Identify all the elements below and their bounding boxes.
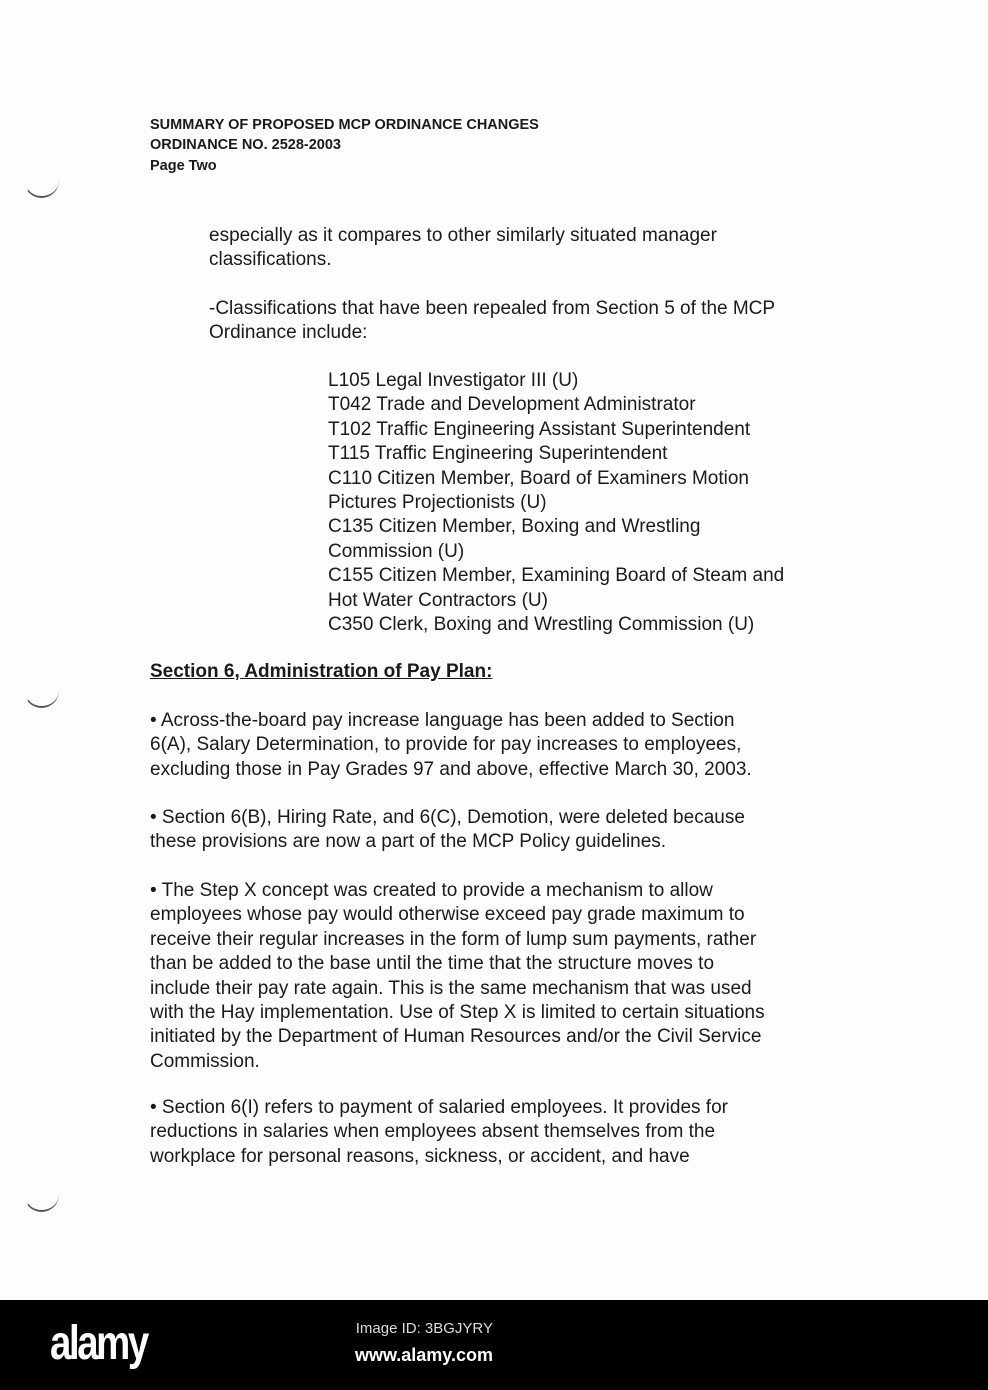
classification-list-item: C110 Citizen Member, Board of Examiners Motion — [328, 467, 749, 489]
bullet-paragraph-line: receive their regular increases in the form of lump sum payments, rather — [150, 928, 757, 950]
bullet-paragraph-line: excluding those in Pay Grades 97 and above, effective March 30, 2003. — [150, 758, 752, 780]
classification-list-item: C155 Citizen Member, Examining Board of Steam and — [328, 565, 785, 587]
paragraph-line: -Classifications that have been repealed from Section 5 of the MCP — [209, 298, 776, 319]
classification-list-item: Hot Water Contractors (U) — [328, 589, 548, 611]
page-label: Page Two — [150, 158, 217, 174]
bullet-paragraph-line: workplace for personal reasons, sickness, or accident, and have — [150, 1145, 690, 1167]
bullet-paragraph-line: these provisions are now a part of the MCP Policy guidelines. — [150, 831, 667, 853]
bullet-paragraph-line: reductions in salaries when employees absent themselves from the — [150, 1121, 716, 1143]
paragraph-line: especially as it compares to other similarly situated manager — [209, 225, 717, 246]
classification-list-item: T042 Trade and Development Administrator — [328, 394, 696, 416]
section-heading: Section 6, Administration of Pay Plan: — [150, 661, 493, 682]
bullet-paragraph-line: • Across-the-board pay increase language has been added to Section — [150, 710, 735, 731]
classification-list-item: T102 Traffic Engineering Assistant Superintendent — [328, 418, 751, 440]
bullet-paragraph-line: than be added to the base until the time that the structure moves to — [150, 953, 715, 975]
paragraph-line: Ordinance include: — [209, 322, 368, 344]
punch-hole-mark — [24, 176, 59, 198]
bullet-paragraph-line: • Section 6(B), Hiring Rate, and 6(C), Demotion, were deleted because — [150, 807, 745, 828]
classification-list-item: Commission (U) — [328, 540, 465, 562]
classification-list-item: C350 Clerk, Boxing and Wrestling Commission (U) — [328, 614, 755, 635]
image-id: Image ID: 3BGJYRY — [355, 1320, 493, 1337]
bullet-paragraph-line: • The Step X concept was created to provide a mechanism to allow — [150, 880, 713, 901]
punch-hole-mark — [24, 686, 59, 708]
punch-hole-mark — [24, 1190, 59, 1212]
bullet-paragraph-line: include their pay rate again. This is the same mechanism that was used — [150, 977, 752, 999]
ordinance-number: ORDINANCE NO. 2528-2003 — [150, 137, 341, 153]
bullet-paragraph-line: initiated by the Department of Human Resources and/or the Civil Service — [150, 1026, 762, 1048]
document-title: SUMMARY OF PROPOSED MCP ORDINANCE CHANGES — [150, 117, 539, 133]
alamy-logo: alamy — [50, 1317, 147, 1370]
bullet-paragraph-line: employees whose pay would otherwise exceed pay grade maximum to — [150, 904, 745, 926]
classification-list-item: Pictures Projectionists (U) — [328, 492, 547, 513]
bullet-paragraph-line: • Section 6(I) refers to payment of salaried employees. It provides for — [150, 1097, 728, 1118]
paragraph-line: classifications. — [209, 249, 332, 271]
watermark-url: www.alamy.com — [354, 1345, 493, 1365]
bullet-paragraph-line: with the Hay implementation. Use of Step X is limited to certain situations — [150, 1002, 765, 1023]
watermark-bar — [0, 1300, 988, 1390]
classification-list-item: C135 Citizen Member, Boxing and Wrestling — [328, 516, 701, 538]
classification-list-item: T115 Traffic Engineering Superintendent — [328, 443, 668, 465]
bullet-paragraph-line: 6(A), Salary Determination, to provide for pay increases to employees, — [150, 734, 742, 756]
classification-list-item: L105 Legal Investigator III (U) — [328, 370, 579, 391]
bullet-paragraph-line: Commission. — [150, 1050, 260, 1072]
